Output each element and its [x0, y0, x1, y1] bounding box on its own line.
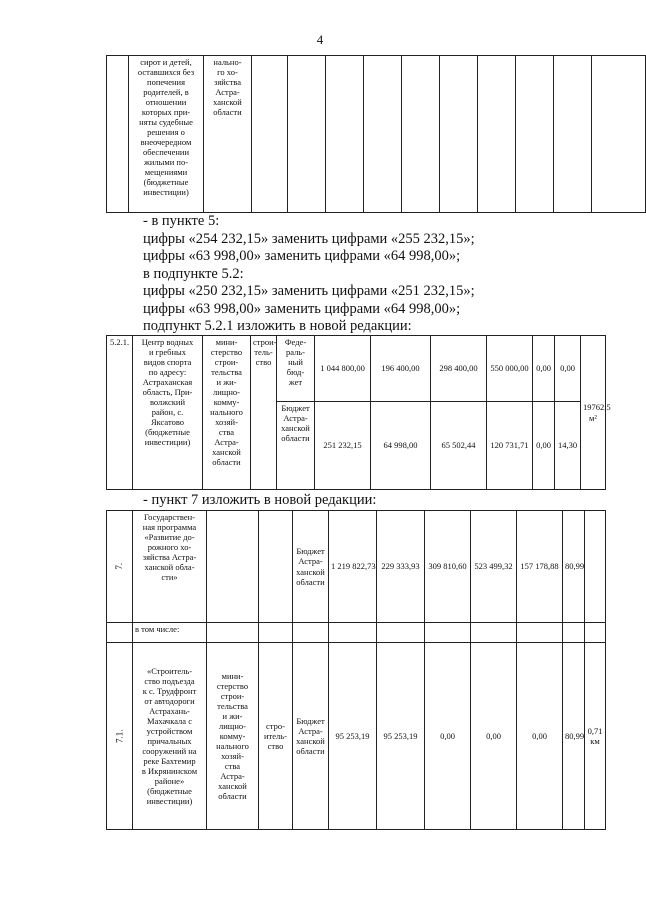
year5-amount: 14,30 [555, 402, 581, 490]
funding-source: Бюджет Астра- ханской области [277, 402, 315, 490]
work-type: строи- тель- ство [251, 336, 277, 490]
item-number: 7.1. [114, 729, 125, 743]
year4-amount: 0,00 [533, 402, 555, 490]
year5-amount: 0,00 [555, 336, 581, 402]
amendment-instructions [143, 213, 623, 336]
total-amount: 1 044 800,00 [315, 336, 371, 402]
responsible-org: нально- го хо- зяйства Астра- ханской области [204, 56, 252, 213]
object-name: Центр водных и гребных видов спорта по адресу: Астраханская область, При- волжский район, с. Яксатово (бюджетные инвестиции) [133, 336, 203, 490]
instruction-line: цифры «254 232,15» заменить цифрами «255 232,15»; [143, 230, 475, 247]
year4-amount: 0,00 [533, 336, 555, 402]
item-number: 7. [114, 563, 125, 570]
table-continuation [106, 55, 646, 213]
table-item-7 [106, 510, 606, 830]
year5-amount: 80,99 [563, 511, 585, 623]
year1-amount: 95 253,19 [377, 643, 425, 830]
year5-amount: 80,99 [563, 643, 585, 830]
funding-source: Феде- раль- ный бюд- жет [277, 336, 315, 402]
instruction-line: цифры «63 998,00» заменить цифрами «64 998,00»; [143, 300, 461, 317]
program-name: Государствен- ная программа «Развитие до- рожного хо- зяйства Астра- ханской обла- сти» [133, 511, 207, 623]
work-type: стро- итель- ство [259, 643, 293, 830]
instruction-line: в подпункте 5.2: [143, 265, 244, 282]
instruction-line: - пункт 7 изложить в новой редакции: [143, 492, 377, 508]
capacity: 19762,5 м² [581, 336, 606, 490]
instruction-line: цифры «63 998,00» заменить цифрами «64 998,00»; [143, 248, 461, 264]
object-name: «Строитель- ство подъезда к с. Трудфронт от автодороги Астрахань- Махачкала с устройством причальных сооружений на реке Бахтемир в Икрянинском районе» (бюджетные инвестиции) [133, 643, 207, 830]
total-amount: 251 232,15 [315, 402, 371, 490]
year4-amount: 157 178,88 [517, 511, 563, 623]
instruction-line: подпункт 5.2.1 изложить в новой редакции: [143, 318, 412, 334]
year3-amount: 550 000,00 [487, 336, 533, 402]
year2-amount: 309 810,60 [425, 511, 471, 623]
responsible-org: мини- стерство строи- тельства и жи- лищно- комму- нального хозяй- ства Астра- ханской области [203, 336, 251, 490]
total-amount: 1 219 822,73 [329, 511, 377, 623]
year3-amount: 523 499,32 [471, 511, 517, 623]
total-amount: 95 253,19 [329, 643, 377, 830]
including-label: в том числе: [133, 623, 207, 643]
item-number-cell [107, 643, 133, 830]
year3-amount: 120 731,71 [487, 402, 533, 490]
year1-amount: 64 998,00 [371, 402, 431, 490]
instruction-line: - в пункте 5: [143, 213, 220, 229]
table-subitem-5-2-1 [106, 335, 611, 490]
object-description: сирот и детей, оставшихся без попечения родителей, в отношении которых при- няты судебные решения о внеочередном обеспечении жилыми по- мещениями (бюджетные инвестиции) [129, 56, 204, 213]
funding-source: Бюджет Астра- ханской области [293, 643, 329, 830]
year1-amount: 229 333,93 [377, 511, 425, 623]
responsible-org: мини- стерство строи- тельства и жи- лищно- комму- нального хозяй- ства Астра- ханской области [207, 643, 259, 830]
year2-amount: 298 400,00 [431, 336, 487, 402]
cell-empty [107, 56, 129, 213]
page-number: 4 [316, 32, 324, 47]
year2-amount: 0,00 [425, 643, 471, 830]
year4-amount: 0,00 [517, 643, 563, 830]
instruction-line: цифры «250 232,15» заменить цифрами «251 232,15»; [143, 283, 475, 299]
item-number-cell [107, 511, 133, 623]
year2-amount: 65 502,44 [431, 402, 487, 490]
funding-source: Бюджет Астра- ханской области [293, 511, 329, 623]
item-number: 5.2.1. [107, 336, 133, 490]
year3-amount: 0,00 [471, 643, 517, 830]
year1-amount: 196 400,00 [371, 336, 431, 402]
capacity: 0,71 км [585, 643, 606, 830]
